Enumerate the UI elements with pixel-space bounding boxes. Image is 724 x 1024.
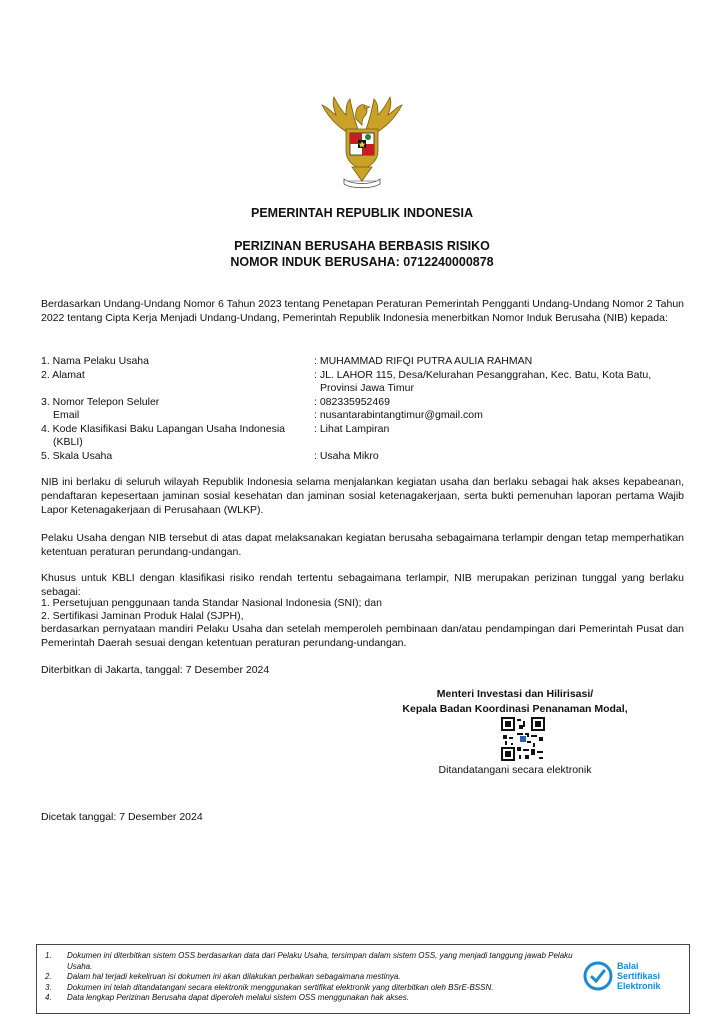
field-email-label: Email: [53, 409, 80, 421]
activity-paragraph: Pelaku Usaha dengan NIB tersebut di atas dapat melaksanakan kegiatan berusaha sebagaimana terlampir dengan tetap memperhatikan ketentuan peraturan perundang-undangan.: [41, 532, 684, 558]
field-address-value: : JL. LAHOR 115, Desa/Kelurahan Pesanggrahan, Kec. Batu, Kota Batu,: [314, 369, 652, 381]
footer-note: 4. Data lengkap Perizinan Berusaha dapat diperoleh melalui sistem OSS menggunakan hak akses.: [45, 993, 409, 1002]
validity-paragraph: NIB ini berlaku di seluruh wilayah Republik Indonesia selama menjalankan kegiatan usaha dan berlaku sebagai hak akses kepabeanan, pendaftaran kepesertaan jaminan sosial kesehatan dan jaminan sosial ketenagakerjaan, serta bukti pemenuhan laporan pertama Wajib Lapor Ketenagakerjaan di Perusahaan (WLKP).: [41, 476, 684, 516]
bsre-logo-icon: [583, 961, 613, 991]
garuda-emblem-icon: [318, 95, 406, 189]
footer-notes-box: [36, 944, 690, 1014]
footer-note: 3. Dokumen ini telah ditandatangani secara elektronik menggunakan sertifikat elektronik yang diterbitkan oleh BSrE-BSSN.: [45, 982, 494, 992]
field-kbli-value: : Lihat Lampiran: [314, 423, 390, 435]
field-phone-value: : 082335952469: [314, 396, 390, 408]
bsre-logo-text: Balai Sertifikasi Elektronik: [617, 961, 661, 991]
field-name-label: 1. Nama Pelaku Usaha: [41, 355, 149, 367]
kbli-paragraph-tail: berdasarkan pernyataan mandiri Pelaku Usaha dan setelah memperoleh pembinaan dan/atau pendampingan dari Pemerintah Pusat dan Pemerintah Daerah sesuai dengan ketentuan peraturan perundang-undangan.: [41, 623, 684, 649]
nib-number: NOMOR INDUK BERUSAHA: 0712240000878: [230, 255, 494, 269]
field-address-value-line2: Provinsi Jawa Timur: [320, 382, 414, 394]
field-scale-value: : Usaha Mikro: [314, 450, 379, 462]
printed-date: Dicetak tanggal: 7 Desember 2024: [41, 811, 203, 823]
qr-code-icon: [501, 717, 545, 761]
bsre-logo: [583, 955, 683, 1001]
electronic-signature-note: Ditandatangani secara elektronik: [438, 764, 592, 776]
kbli-item-sni: 1. Persetujuan penggunaan tanda Standar Nasional Indonesia (SNI); dan: [41, 597, 382, 609]
field-email-value: : nusantarabintangtimur@gmail.com: [314, 409, 483, 421]
field-address-label: 2. Alamat: [41, 369, 85, 381]
signatory-title-line2: Kepala Badan Koordinasi Penanaman Modal,: [402, 703, 628, 715]
footer-note: 2. Dalam hal terjadi kekeliruan isi dokumen ini akan dilakukan perbaikan sebagaimana mestinya.: [45, 972, 401, 981]
footer-note: 1. Dokumen ini diterbitkan sistem OSS berdasarkan data dari Pelaku Usaha, tersimpan dalam sistem OSS, yang menjadi tanggung jawab Pelaku Usaha.: [45, 951, 573, 971]
kbli-item-sjph: 2. Sertifikasi Jaminan Produk Halal (SJPH),: [41, 610, 244, 622]
field-scale-label: 5. Skala Usaha: [41, 450, 113, 462]
document-title: PERIZINAN BERUSAHA BERBASIS RISIKO: [234, 239, 490, 253]
kbli-paragraph-intro: Khusus untuk KBLI dengan klasifikasi risiko rendah tertentu sebagaimana terlampir, NIB merupakan perizinan tunggal yang berlaku sebagai:: [41, 572, 684, 598]
field-kbli-label: 4. Kode Klasifikasi Baku Lapangan Usaha Indonesia: [41, 423, 286, 435]
field-phone-label: 3. Nomor Telepon Seluler: [41, 396, 160, 408]
field-kbli-label-line2: (KBLI): [53, 436, 83, 448]
field-name-value: : MUHAMMAD RIFQI PUTRA AULIA RAHMAN: [314, 355, 533, 367]
signatory-title-line1: Menteri Investasi dan Hilirisasi/: [436, 688, 594, 700]
footer-notes-list: [45, 951, 575, 1004]
intro-paragraph: Berdasarkan Undang-Undang Nomor 6 Tahun 2023 tentang Penetapan Peraturan Pemerintah Pengganti Undang-Undang Nomor 2 Tahun 2022 tentang Cipta Kerja Menjadi Undang-Undang, Pemerintah Republik Indonesia menerbitkan Nomor Induk Berusaha (NIB) kepada:: [41, 298, 684, 324]
government-title: PEMERINTAH REPUBLIK INDONESIA: [250, 206, 473, 220]
issued-date: Diterbitkan di Jakarta, tanggal: 7 Desember 2024: [41, 664, 270, 676]
